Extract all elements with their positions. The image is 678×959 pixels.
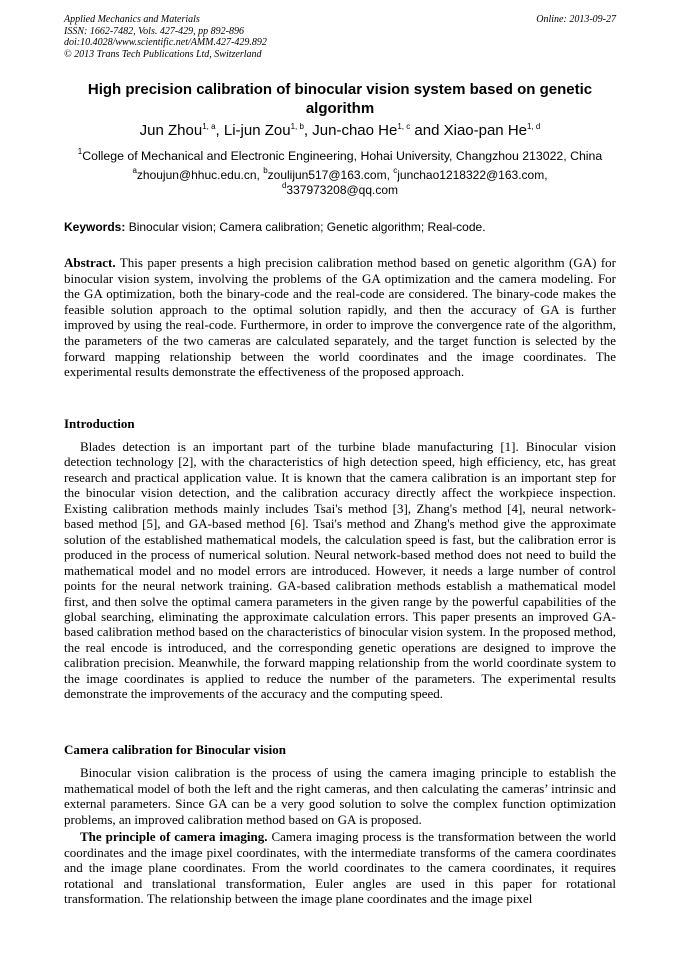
email-address: junchao1218322@163.com, — [397, 168, 548, 182]
paper-title — [64, 80, 616, 118]
author-name: Jun-chao He — [312, 122, 398, 139]
introduction-heading: Introduction — [64, 416, 135, 431]
journal-header — [64, 14, 616, 60]
author-name: Xiao-pan He — [443, 122, 527, 139]
journal-issn: ISSN: 1662-7482, Vols. 427-429, pp 892-896 — [64, 25, 244, 37]
abstract-text: This paper presents a high precision calibration method based on genetic algorithm (GA) for binocular vision system, involving the problems of the GA optimization and the camera modeling. For the GA optimization, both the binary-code and the real-code are considered. The binary-code makes the feasible solution approach to the optimal solution rapidly, and then the accuracy of GA is further improved by using the real-code. Furthermore, in order to improve the convergence rate of the algorithm, the parameters of the two cameras are calculated separately, and the target function is selected by the forward mapping relationship between the world coordinates and the image coordinates. The experimental results demonstrate the effectiveness of the proposed approach. — [64, 255, 616, 380]
camera-calibration-heading: Camera calibration for Binocular vision — [64, 742, 286, 757]
paper-title-line1: High precision calibration of binocular vision system based on genetic — [87, 81, 593, 98]
email-address: 337973208@qq.com — [286, 183, 399, 197]
author-name: Jun Zhou — [139, 122, 203, 139]
paper-title-line2: algorithm — [305, 100, 375, 117]
email-mark: c — [393, 166, 398, 175]
introduction-paragraph: Blades detection is an important part of the turbine blade manufacturing [1]. Binocular vision detection technology [2], with the characteristics of high detection speed, high efficiency, etc, has great research and practical application value. It is known that the camera calibration is an important step for the binocular vision detection, and the calibration accuracy directly affect the workpiece inspection. Existing calibration methods mainly includes Tsai's method [3], Zhang's method [4], neural network-based method [5], and GA-based method [6]. Tsai's method and Zhang's method give the approximate solution of the established mathematical models, the calculation speed is fast, but the calibration error is produced in the process of numerical solution. Neural network-based method does not need to build the mathematical model and no model errors are introduced. However, it needs a large number of control points for the neural network training. GA-based calibration methods establish a mathematical model first, and then solve the optimal camera parameters in the given range by the powerful capabilities of the global searching, eliminating the approximate calculation errors. This paper presents an improved GA-based calibration method based on the characteristics of binocular vision system. In the proposed method, the real encode is introduced, and the corresponding genetic operations are designed to improve the calibration precision. Meanwhile, the forward mapping relationship from the world coordinate system to the image coordinates is applied to reduce the number of the parameters. The experimental results demonstrate the improvements of the accuracy and the computing speed. — [64, 439, 616, 702]
author-list: Jun Zhou$^{1, a}$, Li-jun Zou$^{1, b}$, Jun-chao He$^{1, c}$ and Xiao-pan He$^{1, d}$ — [139, 122, 541, 139]
author-affiliation-mark: 1, b — [290, 122, 304, 131]
author-name: Li-jun Zou — [223, 122, 291, 139]
email-mark: d — [281, 181, 287, 190]
email-address: zoulijun517@163.com, — [267, 168, 394, 182]
keywords-label: Keywords: — [64, 220, 126, 234]
journal-name: Applied Mechanics and Materials — [64, 14, 200, 25]
online-date: Online: 2013-09-27 — [536, 14, 616, 25]
keywords-text: Binocular vision; Camera calibration; Genetic algorithm; Real-code. — [125, 220, 486, 234]
affiliation — [64, 148, 616, 164]
email-mark: b — [263, 166, 268, 175]
keywords — [64, 220, 616, 235]
camera-calibration-paragraph: Binocular vision calibration is the process of using the camera imaging principle to establish the mathematical model of both the left and the right cameras, and then calculating the cameras’ intrinsic and external parameters. Since GA can be a very good solution to solve the complex function optimization problems, an improved calibration method based on GA is proposed. — [64, 765, 616, 827]
author-affiliation-mark: 1, d — [527, 122, 541, 131]
camera-imaging-paragraph — [64, 829, 616, 907]
camera-imaging-label: The principle of camera imaging. — [80, 829, 268, 844]
author-emails — [64, 168, 616, 198]
camera-imaging-text: Camera imaging process is the transformation between the world coordinates and the image pixel coordinates, with the intermediate transforms of the camera coordinates and the image plane coordinates. From the world coordinates to the camera coordinates, it requires rotational and translational transformation, Euler angles are used in this paper for rotational transformation. The relationship between the image plane coordinates and the image pixel — [64, 829, 616, 907]
affiliation-mark: 1 — [77, 147, 83, 156]
abstract — [64, 255, 616, 380]
journal-doi: doi:10.4028/www.scientific.net/AMM.427-429.892 — [64, 37, 267, 48]
author-affiliation-mark: 1, a — [202, 122, 216, 131]
email-mark: a — [132, 166, 137, 175]
journal-copyright: © 2013 Trans Tech Publications Ltd, Switzerland — [64, 48, 262, 60]
author-affiliation-mark: 1, c — [397, 122, 411, 131]
abstract-label: Abstract. — [64, 255, 116, 270]
email-address: zhoujun@hhuc.edu.cn, — [136, 168, 264, 182]
affiliation-text: College of Mechanical and Electronic Engineering, Hohai University, Changzhou 213022, China — [82, 149, 603, 163]
